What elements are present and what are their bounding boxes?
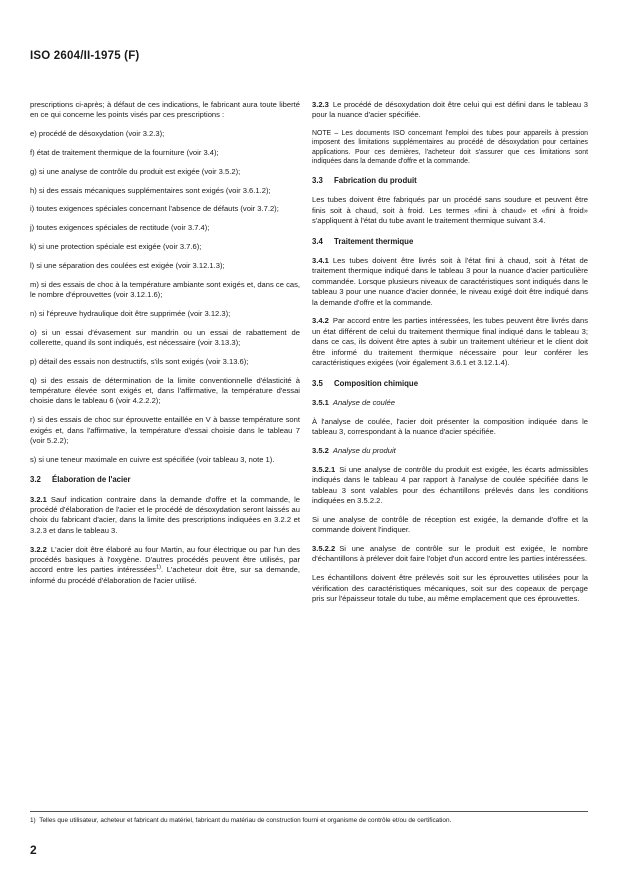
list-item: i) toutes exigences spéciales concernant l'absence de défauts (voir 3.7.2); <box>30 204 279 214</box>
section-heading-3-2: 3.2 Élaboration de l'acier <box>30 475 131 485</box>
list-item: j) toutes exigences spéciales de rectitude (voir 3.7.4); <box>30 223 210 233</box>
paragraph-3-2-2: 3.2.2 L'acier doit être élaboré au four Martin, au four électrique ou par l'un des procédés basiques à l'oxygène. D'autres procédés peuvent être utilisés, par accord entre les parties intéressées$^{1)}$. L'acheteur doit être, sur sa demande, informé du procédé d'élaboration de l'acier utilisé. <box>30 544 301 585</box>
list-item: g) si une analyse de contrôle du produit est exigée (voir 3.5.2); <box>30 166 241 176</box>
list-item: e) procédé de désoxydation (voir 3.2.3); <box>30 129 165 139</box>
paragraph-3-3: Les tubes doivent être fabriqués par un procédé sans soudure et peuvent être finis soit à chaud, soit à froid. Les termes «fini à chaud» et «fini à froid» s'appliquent à l'état du tube avant le traitement thermique suivant 3.4. <box>312 195 588 226</box>
list-item: n) si l'épreuve hydraulique doit être supprimée (voir 3.12.3); <box>30 308 231 318</box>
section-heading-3-3: 3.3 Fabrication du produit <box>312 176 417 186</box>
list-item: l) si une séparation des coulées est exigée (voir 3.12.1.3); <box>30 260 225 270</box>
paragraph-samples: Les échantillons doivent être prélevés soit sur les éprouvettes utilisées pour la vérification des caractéristiques mécaniques, soit sur des copeaux de perçage pris sur l'épaisseur totale du tube, au même emplacement que ces éprouvettes. <box>312 573 588 603</box>
list-item: p) détail des essais non destructifs, s'ils sont exigés (voir 3.13.6); <box>30 356 249 366</box>
right-column <box>312 100 588 613</box>
list-item: o) si un essai d'évasement sur mandrin ou un essai de rabattement de collerette, quand ils sont indiqués, est nécessaire (voir 3.13.3); <box>30 327 300 347</box>
paragraph-3-2-1: 3.2.1 Sauf indication contraire dans la demande d'offre et la commande, le procédé d'élaboration de l'acier et le procédé de désoxydation seront laissés au choix du fabricant d'acier, dans la limite des prescriptions indiquées en 3.2.2 et 3.2.3 et dans le tableau 3. <box>30 494 300 535</box>
list-item: f) état de traitement thermique de la fourniture (voir 3.4); <box>30 148 219 157</box>
page-number: 2 <box>30 843 37 857</box>
footnote <box>30 817 588 826</box>
intro-paragraph: prescriptions ci-après; à défaut de ces indications, le fabricant aura toute liberté en ce qui concerne les points visés par ces prescriptions : <box>30 100 300 120</box>
section-heading-3-4: 3.4 Traitement thermique <box>312 236 414 246</box>
list-item: r) si des essais de choc sur éprouvette entaillée en V à basse température sont exigés et, dans l'affirmative, la température d'essai choisie dans le tableau 7 (voir 5.2.2); <box>30 415 300 445</box>
list-item: m) si des essais de choc à la température ambiante sont exigés et, dans ce cas, le nombre d'éprouvettes (voir 3.12.1.6); <box>30 279 300 299</box>
paragraph-3-4-2: 3.4.2 Par accord entre les parties intéressées, les tubes peuvent être livrés dans un état différent de celui du traitement thermique final indiqué dans le tableau 3; dans ce cas, ils doivent être aptes à subir un traitement ultérieur et le client doit être informé du traitement thermique nécessaire pour leur conférer les caractéristiques exigées (voir également 3.6.1 et 3.12.1.4). <box>312 316 588 368</box>
paragraph-3-5-2-1: 3.5.2.1 Si une analyse de contrôle du produit est exigée, les écarts admissibles indiqués dans le tableau 4 par rapport à l'analyse de coulée spécifiée dans le tableau 3 sont valables pour des échantillons prélevés dans les conditions indiquées en 3.5.2.2. <box>312 464 588 505</box>
footnote-text: Telles que utilisateur, acheteur et fabricant du matériel, fabricant du matériau de construction fourni et organisme de contrôle et/ou de certification. <box>39 817 452 824</box>
document-id-header: ISO 2604/II-1975 (F) <box>30 50 140 62</box>
paragraph-3-2-3: 3.2.3 Le procédé de désoxydation doit être celui qui est défini dans le tableau 3 pour la nuance d'acier spécifiée. <box>312 100 588 120</box>
left-column <box>30 100 300 595</box>
note-paragraph: NOTE – Les documents ISO concernant l'emploi des tubes pour appareils à pression imposent des limitations supplémentaires au procédé de désoxydation pour certaines applications. Pour ces dernières, l'acheteur doit s'assurer que ces limitations sont indiquées dans la demande d'offre et la commande. <box>312 130 588 165</box>
list-item: q) si des essais de détermination de la limite conventionnelle d'élasticité à température élevée sont exigés et, dans l'affirmative, la température d'essai choisie dans le tableau 6 (voir 4.2.2.2); <box>30 375 300 406</box>
footnote-reference: 1) <box>156 564 161 571</box>
paragraph-3-5-2-2: 3.5.2.2 Si une analyse de contrôle sur le produit est exigée, le nombre d'échantillons à prélever doit faire l'objet d'un accord entre les parties intéressées. <box>312 543 588 564</box>
list-item: s) si une teneur maximale en cuivre est spécifiée (voir tableau 3, note 1). <box>30 454 275 464</box>
list-item: h) si des essais mécaniques supplémentaires sont exigés (voir 3.6.1.2); <box>30 185 271 195</box>
section-heading-3-5: 3.5 Composition chimique <box>312 378 419 388</box>
subheading-3-5-2: 3.5.2 Analyse du produit <box>312 445 396 455</box>
paragraph-3-5-1: À l'analyse de coulée, l'acier doit présenter la composition indiquée dans le tableau 3, correspondant à la nuance d'acier spécifiée. <box>312 416 588 437</box>
paragraph-3-4-1: 3.4.1 Les tubes doivent être livrés soit à l'état fini à chaud, soit à l'état de traitement thermique indiqué dans le tableau 3 pour la nuance d'acier particulière commandée. Lorsque plusieurs niveaux de caractéristiques sont indiqués dans le tableau 3 pour une nuance d'acier donnée, le niveau exigé doit être indiqué dans la demande d'offre et la commande. <box>312 256 588 307</box>
paragraph-3-5-2-1b: Si une analyse de contrôle de réception est exigée, la demande d'offre et la commande doivent l'indiquer. <box>312 514 588 535</box>
subheading-3-5-1: 3.5.1 Analyse de coulée <box>312 397 395 407</box>
list-item: k) si une protection spéciale est exigée (voir 3.7.6); <box>30 241 202 251</box>
footnote-divider <box>30 811 588 812</box>
footnote-mark: 1) <box>30 817 36 824</box>
prescription-list <box>30 129 300 465</box>
